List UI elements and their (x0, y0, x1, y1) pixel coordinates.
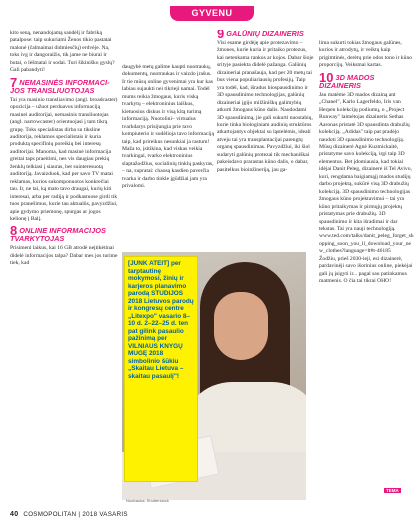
page-footer (10, 511, 128, 518)
event-callout-box: [JUNK ATEIT] per tarptautinę mokymosi, žinių ir karjeros planavimo parodą STUDIJOS 2018 Lietuvos parodų ir kongresų centre „Litexpo" vasario 8–10 d. 2–22–25 d. ten pat gilink pasaulio pažinimą per VILNIAUS KNYGŲ MUGĘ 2018 simbolinio šūkiu „Skaitau Lietuva – skaitau pasaulį"! (124, 256, 198, 482)
section-tab: GYVENU (170, 6, 254, 21)
heading-9-number: 9 (217, 30, 225, 41)
heading-9-title: GALŪNIŲ DIZAINERIS (226, 30, 304, 38)
heading-8 (10, 223, 118, 244)
paragraph-9: Visi esame girdėję apie protezavimo – žmones, kurie kuria ir pritaiko protezus, kai netenkama rankos ar kojos. Dabar šioje srityje pasiekta didelė pažanga. Galūnių dizaineriai pranašauja, kad per 20 metų tai bus viena populiariausių profesijų. Taip yra todėl, kad, išradus biospausdinimo ir 3D spausdinimo technologijas, galūnių dizaineriai įgijo milžiniškų galimybių atkurti žmogaus kūno dalis. Naudodami 3D spausdinimą, jie gali sukurti nuostabių, kurie tinka biologiniam audinių struktūros atkartojantys objektai su ląstelėmis, ideali atveju tai yra transplantacijai parengtų organų spausdinimas. Pavyzdžiui, iki šiol sudaryti galūnių protezai tik mechaniškai pakeisdavo prarastas kūno dalis, o dabar, pasitelkus bioinžineriją, jau ga- (217, 40, 314, 173)
heading-7-number: 7 (10, 74, 18, 90)
heading-10 (319, 69, 415, 90)
heading-8-title: ONLINE INFORMACIJOS TVARKYTOJAS (10, 226, 106, 244)
paragraph-10-end: Žodžiu, prieš 2030-ieji, esi dizainerė, pardavinėji savo išorinius online, piekėjai gali jų įsigyti ir... pagal sau patinkamus matmenis. O čia tai tikrai OHO! (319, 255, 413, 285)
column-3 (217, 30, 314, 200)
paragraph-8: Prisimeni laikus, kai 16 GB atrodė neįtikėtinai didelė informacijos talpa? Dabar mes jos turime tiek, kad (10, 245, 118, 267)
heading-7-title: NEMASINĖS INFORMACI-JOS TRANSLIUOTOJAS (10, 77, 110, 95)
heading-9 (217, 30, 314, 41)
heading-7 (10, 74, 118, 95)
photo-credit: Nuotrauka: Shutterstock (126, 498, 169, 503)
photo-face (214, 292, 268, 360)
tema-badge: TEMA (386, 488, 399, 493)
intro-paragraph: kito seną, nenandojamą sandėlį ir fabriką patalpose: taip sukuriami Ženos tikio pastatai malonė (čalmaimai didmiesčių) erdvėje. Na, toks ivg ir dangoraižis, tik jame ne biurai ir butai, o lėšmatai ir sodai. Turi šikiniško gyslų? Gali pabandyti! (10, 30, 115, 74)
paragraph-10: Jau matėme 3D mados dizainą ant „Chanel", Karlo Lagerfeldo, Iris van Herpen kolekcijų podiumų, o „Project Runway" laimėtojas dizaineris Sethas Aaronas pristatė 3D spausdinta drabužių kolekciją. „Adidas" taip pat pradėjo naudoti 3D spausdinimo technologiją. Mūsų dizainerė Agnė Kuzmickaitė, pristatyme savo kolekciją, irgi taip 3D elementus. Bet įdomiausia, kad tokiai idėjai Danit Peleg, dizainerė iš Tel Avivo, kuri, rengdama baigiamąjį mados studijų darbo projektą, sukūrė visą 3D drabužių kolekciją. 3D spausdinimo technologijas žmogaus kūno projektavimui – tai yra kūno pritaikymas ir pirmųjų projektų pristatymas prie drabužių. 3D spausdinimo ir kita išradimai ir dar tekstas. Tai yra nauji technologiją. (319, 91, 412, 232)
ted-link[interactable]: www.ted.com/talks/danit_peleg_forget_shopping_soon_you_ll_download_your_new_clothes?language=lt#t-46185 (319, 233, 414, 255)
column-4 (319, 40, 415, 508)
column-2 (122, 64, 214, 254)
heading-10-number: 10 (319, 69, 334, 85)
paragraph-9-continued: lima sukurti tokias žmogaus galūnes, kurios ir atrodytų, ir veiktų kaip prigimtinės, derėtų prie odos tono ir kūno proporcijų. Veiksmai kartas. (319, 40, 413, 69)
paragraph-8-continued: daugybė metų galime kaupti nuotraukų, dokumentų, nuotraukas ir vaizdo įrašus. Ir tie mūsų online gyvenimai yra kur kas labiau sujaukti nei tikrieji namai. Todėl mums reikia žmogaus, kuris viską tvarkytų – elektroninius laiškus, kietuosius diskus ir visą kitą turimą informaciją. Nuotolini– virtualus tvarkdarys prisijungia prie tavo kompiuterio ir sudėlioja tavo informaciją taip, kad prireikus nesunkiai ja rastum! Maža to, įsitikina, kad viskas veikia tvarkingai, tvarko elektroninius slaptažodžius, socialinių tinklų paskyras, – na, supratai: chaosą kasdien paverčia tvarka ir darbo tinkle įgūdžiai jam yra privalomi. (122, 64, 214, 190)
paragraph-7: Tai yra masinio transliavimo (angl. broadcaster) opozicija – užuot perduavus informaciją masinei auditorijai, nemasinis transliuotojas (angl. narrowcaster) orientuojasi į tam tikrą grupę. Toks specialistas dirba su tiksline auditorija, reklamos specialistais ir kuria produktą specifinių poreikių bei interesų auditorijai. Manoma, kad masinė informacija greitai taps praeitimi, nes vis daugiau prekių ženklų telkiasi į siauras, bet suinteresuotą auditoriją. Javaizduok, kad per savo TV matai reklamas, kurios sukomponuotos konkrečiai tau. Ir, ne tai, ką mato tavo draugai, kurių kiti interesai, arba per radiją ir podkastuose girdi tik tuos pranešimus, kurie tau aktualūs, pavyzdžiui, apie gydymo priemonę, spurgas ar jogos kelionę į Balį. (10, 96, 118, 222)
column-1 (10, 30, 118, 512)
heading-8-number: 8 (10, 223, 18, 239)
heading-10-title: 3D MADOS DIZAINERIS (319, 72, 375, 90)
page-number: 40 (10, 511, 19, 518)
footer-text: COSMOPOLITAN | 2018 VASARIS (23, 511, 128, 518)
